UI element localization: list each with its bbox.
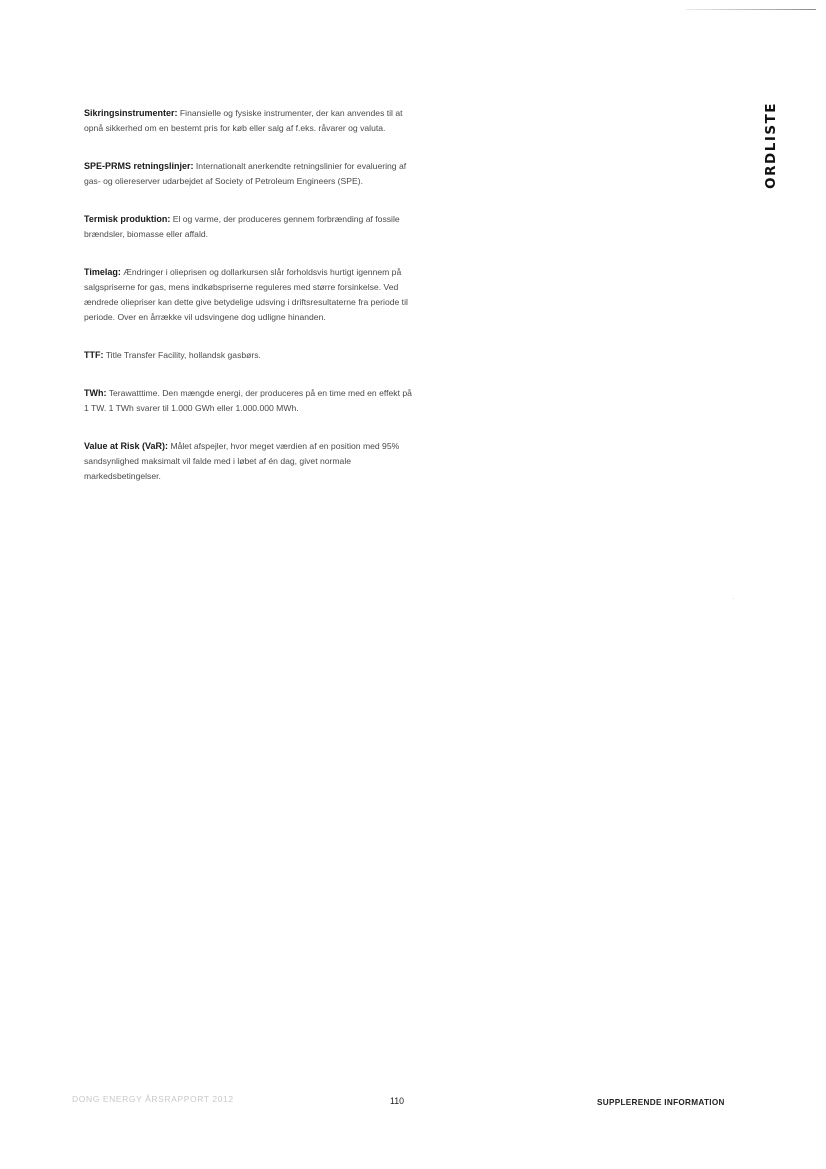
glossary-entry — [84, 265, 414, 325]
glossary-definition: Ændringer i olieprisen og dollarkursen slår forholdsvis hurtigt igennem på salgspriserne for gas, mens indkøbspriserne reguleres med større forsinkelse. Ved ændrede oliepriser kan dette give betydelige udsving i driftsresultaterne fra periode til periode. Over en årrække vil udsvingene dog udligne hinanden. — [84, 267, 408, 322]
glossary-definition: Finansielle og fysiske instrumenter, der kan anvendes til at opnå sikkerhed om en bestemt pris for køb eller salg af f.eks. råvarer og valuta. — [84, 108, 403, 133]
glossary-entry — [84, 159, 414, 189]
glossary-definition: Internationalt anerkendte retningslinier for evaluering af gas- og oliereserver udarbejdet af Society of Petroleum Engineers (SPE). — [84, 161, 407, 186]
scan-speck — [733, 598, 734, 599]
top-rule — [686, 9, 816, 10]
footer-page-number: 110 — [390, 1096, 405, 1106]
footer-section-label: SUPPLERENDE INFORMATION — [597, 1098, 725, 1107]
glossary-definition: Title Transfer Facility, hollandsk gasbørs. — [105, 350, 261, 360]
glossary-term: SPE-PRMS retningslinjer: — [84, 161, 194, 171]
section-tab-label: ORDLISTE — [763, 101, 779, 189]
glossary-term: Timelag: — [84, 267, 121, 277]
glossary-term: Termisk produktion: — [84, 214, 171, 224]
glossary-entry — [84, 348, 414, 363]
glossary-term: TWh: — [84, 388, 107, 398]
glossary-content — [84, 106, 414, 507]
glossary-entry — [84, 106, 414, 136]
glossary-definition: El og varme, der produceres gennem forbrænding af fossile brændsler, biomasse eller affald. — [84, 214, 400, 239]
glossary-term: Value at Risk (VaR): — [84, 441, 169, 451]
glossary-definition: Målet afspejler, hvor meget værdien af en position med 95% sandsynlighed maksimalt vil falde med i løbet af én dag, givet normale markedsbetingelser. — [84, 441, 400, 481]
glossary-entry — [84, 386, 414, 416]
glossary-definition: Terawatttime. Den mængde energi, der produceres på en time med en effekt på 1 TW. 1 TWh svarer til 1.000 GWh eller 1.000.000 MWh. — [84, 388, 412, 413]
glossary-entry — [84, 212, 414, 242]
footer-report-title: DONG ENERGY ÅRSRAPPORT 2012 — [72, 1094, 234, 1104]
section-tab — [758, 100, 784, 190]
glossary-term: TTF: — [84, 350, 104, 360]
glossary-entry — [84, 439, 414, 484]
glossary-term: Sikringsinstrumenter: — [84, 108, 178, 118]
